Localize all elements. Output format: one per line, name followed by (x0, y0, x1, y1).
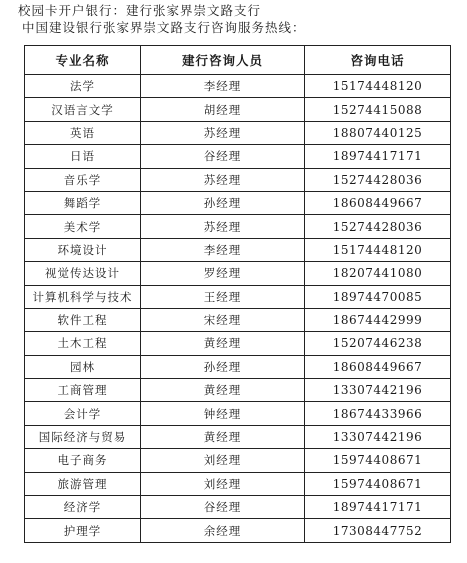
table-header-row (25, 46, 451, 75)
table-row (25, 425, 451, 448)
phone-cell: 13307442196 (305, 379, 451, 402)
contact-cell: 胡经理 (141, 98, 305, 121)
column-header-contact: 建行咨询人员 (141, 46, 305, 75)
contact-cell: 谷经理 (141, 496, 305, 519)
table-row (25, 215, 451, 238)
major-cell: 经济学 (25, 496, 141, 519)
phone-cell: 18608449667 (305, 191, 451, 214)
table-row (25, 519, 451, 542)
major-cell: 汉语言文学 (25, 98, 141, 121)
major-cell: 工商管理 (25, 379, 141, 402)
phone-cell: 13307442196 (305, 425, 451, 448)
contact-cell: 李经理 (141, 75, 305, 98)
contact-cell: 孙经理 (141, 191, 305, 214)
contact-cell: 苏经理 (141, 168, 305, 191)
phone-cell: 15974408671 (305, 449, 451, 472)
major-cell: 电子商务 (25, 449, 141, 472)
contact-cell: 黄经理 (141, 379, 305, 402)
table-row (25, 98, 451, 121)
major-cell: 国际经济与贸易 (25, 425, 141, 448)
table-row (25, 121, 451, 144)
contact-cell: 刘经理 (141, 472, 305, 495)
contact-cell: 刘经理 (141, 449, 305, 472)
document-header (18, 2, 458, 36)
contact-cell: 余经理 (141, 519, 305, 542)
table-row (25, 449, 451, 472)
phone-cell: 18807440125 (305, 121, 451, 144)
hotline-title: 中国建设银行张家界崇文路支行咨询服务热线： (22, 20, 306, 35)
table-row (25, 355, 451, 378)
table-row (25, 262, 451, 285)
contact-cell: 罗经理 (141, 262, 305, 285)
table-row (25, 238, 451, 261)
contact-cell: 黄经理 (141, 332, 305, 355)
phone-cell: 18974417171 (305, 496, 451, 519)
major-cell: 视觉传达设计 (25, 262, 141, 285)
major-cell: 舞蹈学 (25, 191, 141, 214)
phone-cell: 15174448120 (305, 238, 451, 261)
table-row (25, 168, 451, 191)
major-cell: 计算机科学与技术 (25, 285, 141, 308)
major-cell: 美术学 (25, 215, 141, 238)
major-cell: 园林 (25, 355, 141, 378)
contact-cell: 王经理 (141, 285, 305, 308)
contact-cell: 孙经理 (141, 355, 305, 378)
phone-cell: 15974408671 (305, 472, 451, 495)
column-header-major: 专业名称 (25, 46, 141, 75)
phone-cell: 15274415088 (305, 98, 451, 121)
major-cell: 法学 (25, 75, 141, 98)
phone-cell: 18974470085 (305, 285, 451, 308)
major-cell: 英语 (25, 121, 141, 144)
major-cell: 土木工程 (25, 332, 141, 355)
column-header-phone: 咨询电话 (305, 46, 451, 75)
table-row (25, 402, 451, 425)
major-cell: 护理学 (25, 519, 141, 542)
phone-cell: 15274428036 (305, 215, 451, 238)
contact-cell: 宋经理 (141, 308, 305, 331)
phone-cell: 15274428036 (305, 168, 451, 191)
contact-cell: 苏经理 (141, 215, 305, 238)
table-row (25, 472, 451, 495)
major-cell: 音乐学 (25, 168, 141, 191)
contact-cell: 谷经理 (141, 145, 305, 168)
major-cell: 软件工程 (25, 308, 141, 331)
contact-cell: 苏经理 (141, 121, 305, 144)
phone-cell: 15174448120 (305, 75, 451, 98)
contact-cell: 李经理 (141, 238, 305, 261)
consultation-table (24, 45, 451, 543)
phone-cell: 17308447752 (305, 519, 451, 542)
table-row (25, 191, 451, 214)
major-cell: 旅游管理 (25, 472, 141, 495)
phone-cell: 18608449667 (305, 355, 451, 378)
table-row (25, 285, 451, 308)
table-row (25, 75, 451, 98)
contact-cell: 黄经理 (141, 425, 305, 448)
contact-cell: 钟经理 (141, 402, 305, 425)
major-cell: 会计学 (25, 402, 141, 425)
table-row (25, 379, 451, 402)
phone-cell: 18674442999 (305, 308, 451, 331)
phone-cell: 15207446238 (305, 332, 451, 355)
table-row (25, 308, 451, 331)
bank-account-line: 校园卡开户银行：建行张家界崇文路支行 (18, 3, 262, 18)
major-cell: 日语 (25, 145, 141, 168)
phone-cell: 18207441080 (305, 262, 451, 285)
phone-cell: 18674433966 (305, 402, 451, 425)
table-row (25, 496, 451, 519)
phone-cell: 18974417171 (305, 145, 451, 168)
table-body (25, 75, 451, 543)
table-row (25, 145, 451, 168)
major-cell: 环境设计 (25, 238, 141, 261)
table-row (25, 332, 451, 355)
